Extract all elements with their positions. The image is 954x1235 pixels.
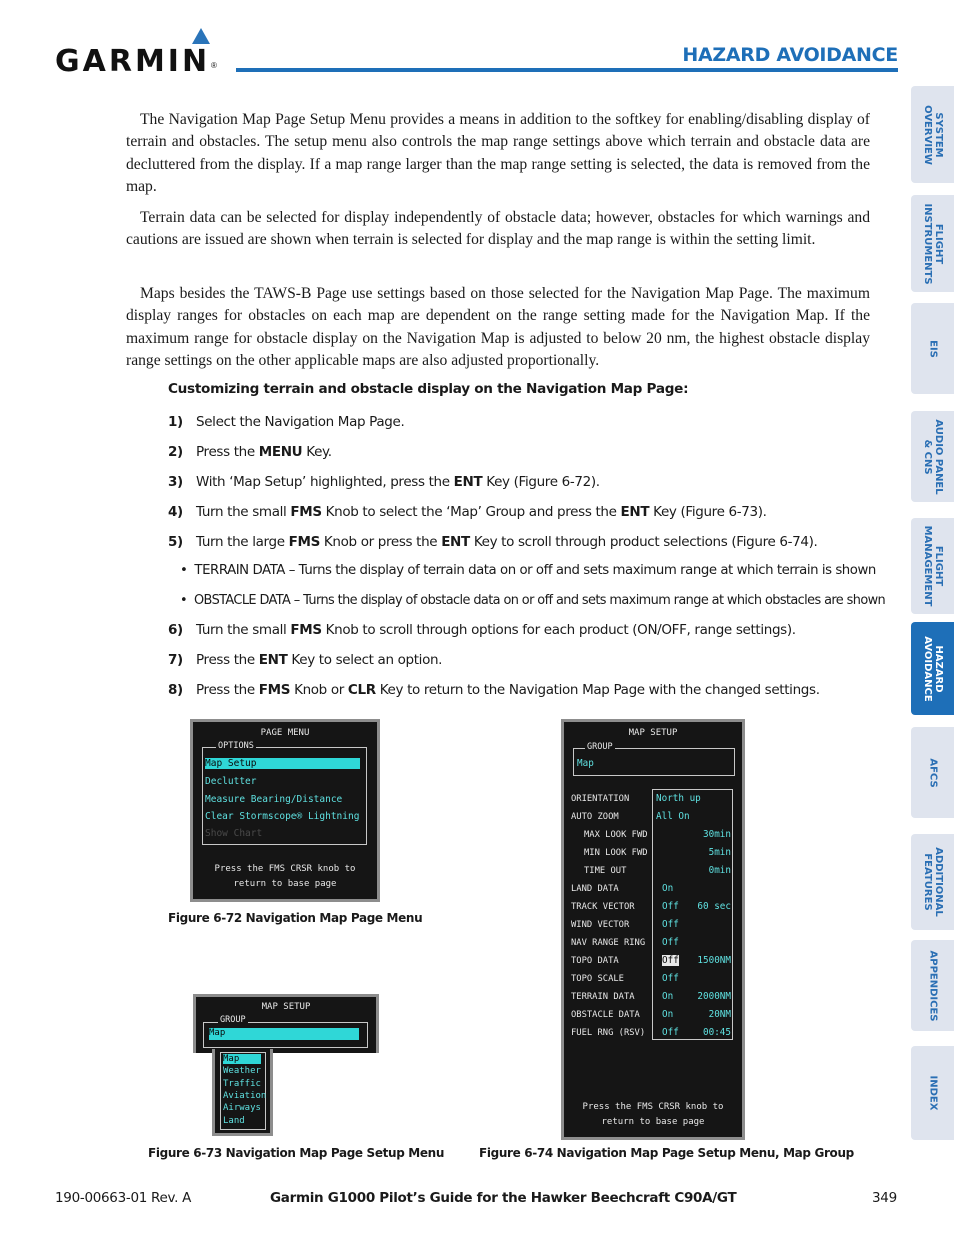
fig74-value-box xyxy=(652,789,733,1040)
fig74-row-label: TIME OUT xyxy=(584,866,627,876)
step-text-part: Key (Figure 6-72). xyxy=(482,474,600,490)
footer-doc-number: 190-00663-01 Rev. A xyxy=(55,1190,192,1206)
bullet-icon: • xyxy=(180,563,188,578)
bullet-text: TERRAIN DATA – Turns the display of terrain data on or off and sets maximum range at which terrain is shown xyxy=(194,563,876,578)
fig74-row-label: TOPO DATA xyxy=(571,956,619,966)
fig74-row-value[interactable]: Off xyxy=(662,937,679,948)
step-text xyxy=(196,504,767,520)
step-text-part: Key (Figure 6-73). xyxy=(649,504,767,520)
fig72-caption: Figure 6-72 Navigation Map Page Menu xyxy=(168,911,423,925)
step-text-part: Press the xyxy=(196,444,259,460)
fig74-row-value[interactable]: 0min xyxy=(708,865,731,876)
section-tab[interactable] xyxy=(911,622,954,715)
fig74-row-range[interactable]: 60 sec xyxy=(697,901,731,912)
section-tab[interactable] xyxy=(911,1046,954,1140)
step-text-part: Knob to select the ‘Map’ Group and press the xyxy=(321,504,621,520)
procedure-bullet xyxy=(180,563,876,578)
section-tab-label: HAZARD AVOIDANCE xyxy=(921,635,944,702)
fig72-menu-item[interactable]: Map Setup xyxy=(205,758,360,769)
fig74-row-value[interactable]: 5min xyxy=(708,847,731,858)
step-text-part: Key. xyxy=(302,444,332,460)
step-key-name: MENU xyxy=(258,444,303,460)
section-tab-label: INDEX xyxy=(927,1075,938,1111)
step-number: 1) xyxy=(168,414,183,430)
paragraph-2: Terrain data can be selected for display independently of obstacle data; however, obstacles for which warnings and cautions are issued are shown when terrain is selected for display and the map range is within the setting limit. xyxy=(126,209,870,249)
step-key-name: ENT xyxy=(258,652,288,668)
logo-registered-mark: ® xyxy=(211,61,217,70)
section-tab-label: ADDITIONAL FEATURES xyxy=(921,847,944,917)
fig74-caption: Figure 6-74 Navigation Map Page Setup Menu, Map Group xyxy=(479,1146,854,1160)
step-text-part: Turn the large xyxy=(196,534,289,550)
fig74-group-box xyxy=(573,748,735,776)
step-text-part: Key to scroll through product selections (Figure 6-74). xyxy=(469,534,818,550)
fig74-row-range[interactable]: 00:45 xyxy=(703,1027,731,1038)
step-key-name: FMS xyxy=(290,504,322,520)
section-tab-label: APPENDICES xyxy=(927,950,938,1021)
step-text xyxy=(196,444,332,460)
fig74-row-label: WIND VECTOR xyxy=(571,920,630,930)
fig74-row-label: OBSTACLE DATA xyxy=(571,1010,640,1020)
section-tab[interactable] xyxy=(911,727,954,818)
section-tab-label: FLIGHT MANAGEMENT xyxy=(921,525,944,607)
fig74-row-value[interactable]: Off xyxy=(662,919,679,930)
step-key-name: FMS xyxy=(290,622,322,638)
footer-page-number: 349 xyxy=(872,1190,897,1206)
section-tab-label: SYSTEM OVERVIEW xyxy=(921,104,944,165)
step-number: 4) xyxy=(168,504,183,520)
section-tab[interactable] xyxy=(911,411,954,502)
fig72-menu-item[interactable]: Measure Bearing/Distance xyxy=(205,794,343,805)
logo-text: GARMIN xyxy=(55,44,211,79)
fig72-menu-item[interactable]: Declutter xyxy=(205,776,257,787)
step-text-part: Knob to scroll through options for each product (ON/OFF, range settings). xyxy=(321,622,796,638)
fig73-list-item[interactable]: Aviation xyxy=(223,1090,267,1101)
step-number: 6) xyxy=(168,622,183,638)
step-text xyxy=(196,474,600,490)
procedure-bullet xyxy=(180,593,885,608)
bullet-text: OBSTACLE DATA – Turns the display of obstacle data on or off and sets maximum range at which obstacles are shown xyxy=(194,593,886,608)
fig74-screen xyxy=(561,719,745,1140)
fig73-list-item[interactable]: Airways xyxy=(223,1103,261,1114)
step-number: 2) xyxy=(168,444,183,460)
step-number: 5) xyxy=(168,534,183,550)
step-key-name: ENT xyxy=(620,504,650,520)
paragraph-3: Maps besides the TAWS-B Page use settings based on those selected for the Navigation Map Page. The maximum display ranges for obstacles on each map are dependent on the range setting made for the Navigation Map. If the maximum range for obstacle display on the Navigation Map is adjusted to below 20 nm, the highest obstacle display range settings on the other applicable maps are also adjusted proportionally. xyxy=(126,285,870,370)
fig73-screen xyxy=(193,994,379,1053)
section-tab[interactable] xyxy=(911,86,954,183)
fig73-list-item[interactable]: Traffic xyxy=(223,1078,261,1089)
step-text-part: Press the xyxy=(196,652,259,668)
fig73-list-item[interactable]: Weather xyxy=(223,1066,261,1077)
fig73-dropdown xyxy=(212,1049,273,1136)
section-tab[interactable] xyxy=(911,834,954,930)
fig74-row-value[interactable]: North up xyxy=(656,793,701,804)
section-tab-label: FLIGHT INSTRUMENTS xyxy=(921,202,944,285)
fig74-row-label: MIN LOOK FWD xyxy=(584,848,648,858)
fig74-row-value[interactable]: Off xyxy=(662,973,679,984)
fig72-menu-item[interactable]: Clear Stormscope® Lightning xyxy=(205,811,360,822)
fig73-list-item[interactable]: Map xyxy=(223,1054,261,1064)
footer-title: Garmin G1000 Pilot’s Guide for the Hawker Beechcraft C90A/GT xyxy=(270,1190,737,1206)
fig74-row-value[interactable]: All On xyxy=(656,811,690,822)
bullet-icon: • xyxy=(180,593,188,608)
fig72-title: PAGE MENU xyxy=(260,728,310,738)
logo-triangle-icon xyxy=(192,28,210,44)
section-tab[interactable] xyxy=(911,518,954,614)
fig74-row-value[interactable]: On xyxy=(662,991,674,1002)
step-text-part: Press the xyxy=(196,682,259,698)
step-number: 7) xyxy=(168,652,183,668)
section-tab[interactable] xyxy=(911,303,954,394)
step-key-name: CLR xyxy=(347,682,376,698)
section-tab[interactable] xyxy=(911,940,954,1031)
fig74-group-label: GROUP xyxy=(587,742,613,752)
step-key-name: ENT xyxy=(453,474,483,490)
fig74-row-value[interactable]: On xyxy=(662,1009,674,1020)
fig72-screen xyxy=(190,719,380,902)
fig72-group-label: OPTIONS xyxy=(218,741,254,751)
step-key-name: FMS xyxy=(288,534,320,550)
fig74-row-range[interactable]: 1500NM xyxy=(697,955,731,966)
fig74-row-label: ORIENTATION xyxy=(571,794,630,804)
step-text-part: Select the Navigation Map Page. xyxy=(196,414,405,430)
fig72-hint-1: Press the FMS CRSR knob to xyxy=(214,864,356,874)
step-text xyxy=(196,534,817,550)
step-key-name: ENT xyxy=(441,534,470,550)
step-text-part: Turn the small xyxy=(196,504,291,520)
garmin-logo xyxy=(55,28,225,79)
fig72-hint-2: return to base page xyxy=(233,879,337,889)
fig73-caption: Figure 6-73 Navigation Map Page Setup Menu xyxy=(148,1146,445,1160)
step-text-part: Knob or press the xyxy=(319,534,442,550)
fig74-row-label: LAND DATA xyxy=(571,884,619,894)
section-tab-label: AUDIO PANEL & CNS xyxy=(921,418,944,495)
section-title: HAZARD AVOIDANCE xyxy=(682,44,898,66)
fig73-list-item[interactable]: Land xyxy=(223,1115,245,1126)
paragraph-1: The Navigation Map Page Setup Menu provides a means in addition to the softkey for enabling/disabling display of terrain and obstacles. The setup menu also controls the map range settings above which terrain and obstacle data are decluttered from the display. If a map range larger than the map range setting is selected, the data is removed from the map. xyxy=(126,111,870,196)
fig74-row-value[interactable]: 30min xyxy=(703,829,731,840)
step-text-part: With ‘Map Setup’ highlighted, press the xyxy=(196,474,454,490)
step-number: 8) xyxy=(168,682,183,698)
step-text-part: Key to select an option. xyxy=(287,652,443,668)
section-tab[interactable] xyxy=(911,195,954,292)
fig74-row-label: TERRAIN DATA xyxy=(571,992,635,1002)
fig74-hint-2: return to base page xyxy=(601,1117,705,1127)
step-text xyxy=(196,622,796,638)
step-text-part: Key to return to the Navigation Map Page with the changed settings. xyxy=(375,682,820,698)
fig74-row-range[interactable]: 2000NM xyxy=(697,991,731,1002)
fig74-title: MAP SETUP xyxy=(628,728,678,738)
fig74-hint-1: Press the FMS CRSR knob to xyxy=(582,1102,724,1112)
step-text xyxy=(196,414,404,430)
fig73-group-label: GROUP xyxy=(220,1015,246,1025)
step-text xyxy=(196,652,442,668)
fig74-row-label: AUTO ZOOM xyxy=(571,812,619,822)
fig74-group-value[interactable]: Map xyxy=(577,758,594,769)
fig73-title: MAP SETUP xyxy=(261,1002,311,1012)
fig74-row-value[interactable]: Off xyxy=(662,901,679,912)
fig74-row-value[interactable]: On xyxy=(662,883,674,894)
fig74-row-label: NAV RANGE RING xyxy=(571,938,646,948)
procedure-title: Customizing terrain and obstacle display on the Navigation Map Page: xyxy=(168,381,689,397)
fig74-row-label: FUEL RNG (RSV) xyxy=(571,1028,646,1038)
fig74-row-label: MAX LOOK FWD xyxy=(584,830,648,840)
step-number: 3) xyxy=(168,474,183,490)
fig74-row-label: TRACK VECTOR xyxy=(571,902,635,912)
fig74-row-value[interactable]: Off xyxy=(662,1027,679,1038)
fig73-group-value[interactable]: Map xyxy=(209,1028,359,1040)
section-tab-label: AFCS xyxy=(927,757,938,788)
header-rule xyxy=(236,68,898,72)
step-key-name: FMS xyxy=(258,682,291,698)
fig74-row-value[interactable]: Off xyxy=(662,955,679,966)
fig74-row-label: TOPO SCALE xyxy=(571,974,624,984)
step-text-part: Knob or xyxy=(290,682,348,698)
step-text-part: Turn the small xyxy=(196,622,291,638)
step-text xyxy=(196,682,820,698)
fig72-menu-item: Show Chart xyxy=(205,828,263,839)
section-tab-label: EIS xyxy=(927,339,938,358)
fig74-row-range[interactable]: 20NM xyxy=(708,1009,731,1020)
